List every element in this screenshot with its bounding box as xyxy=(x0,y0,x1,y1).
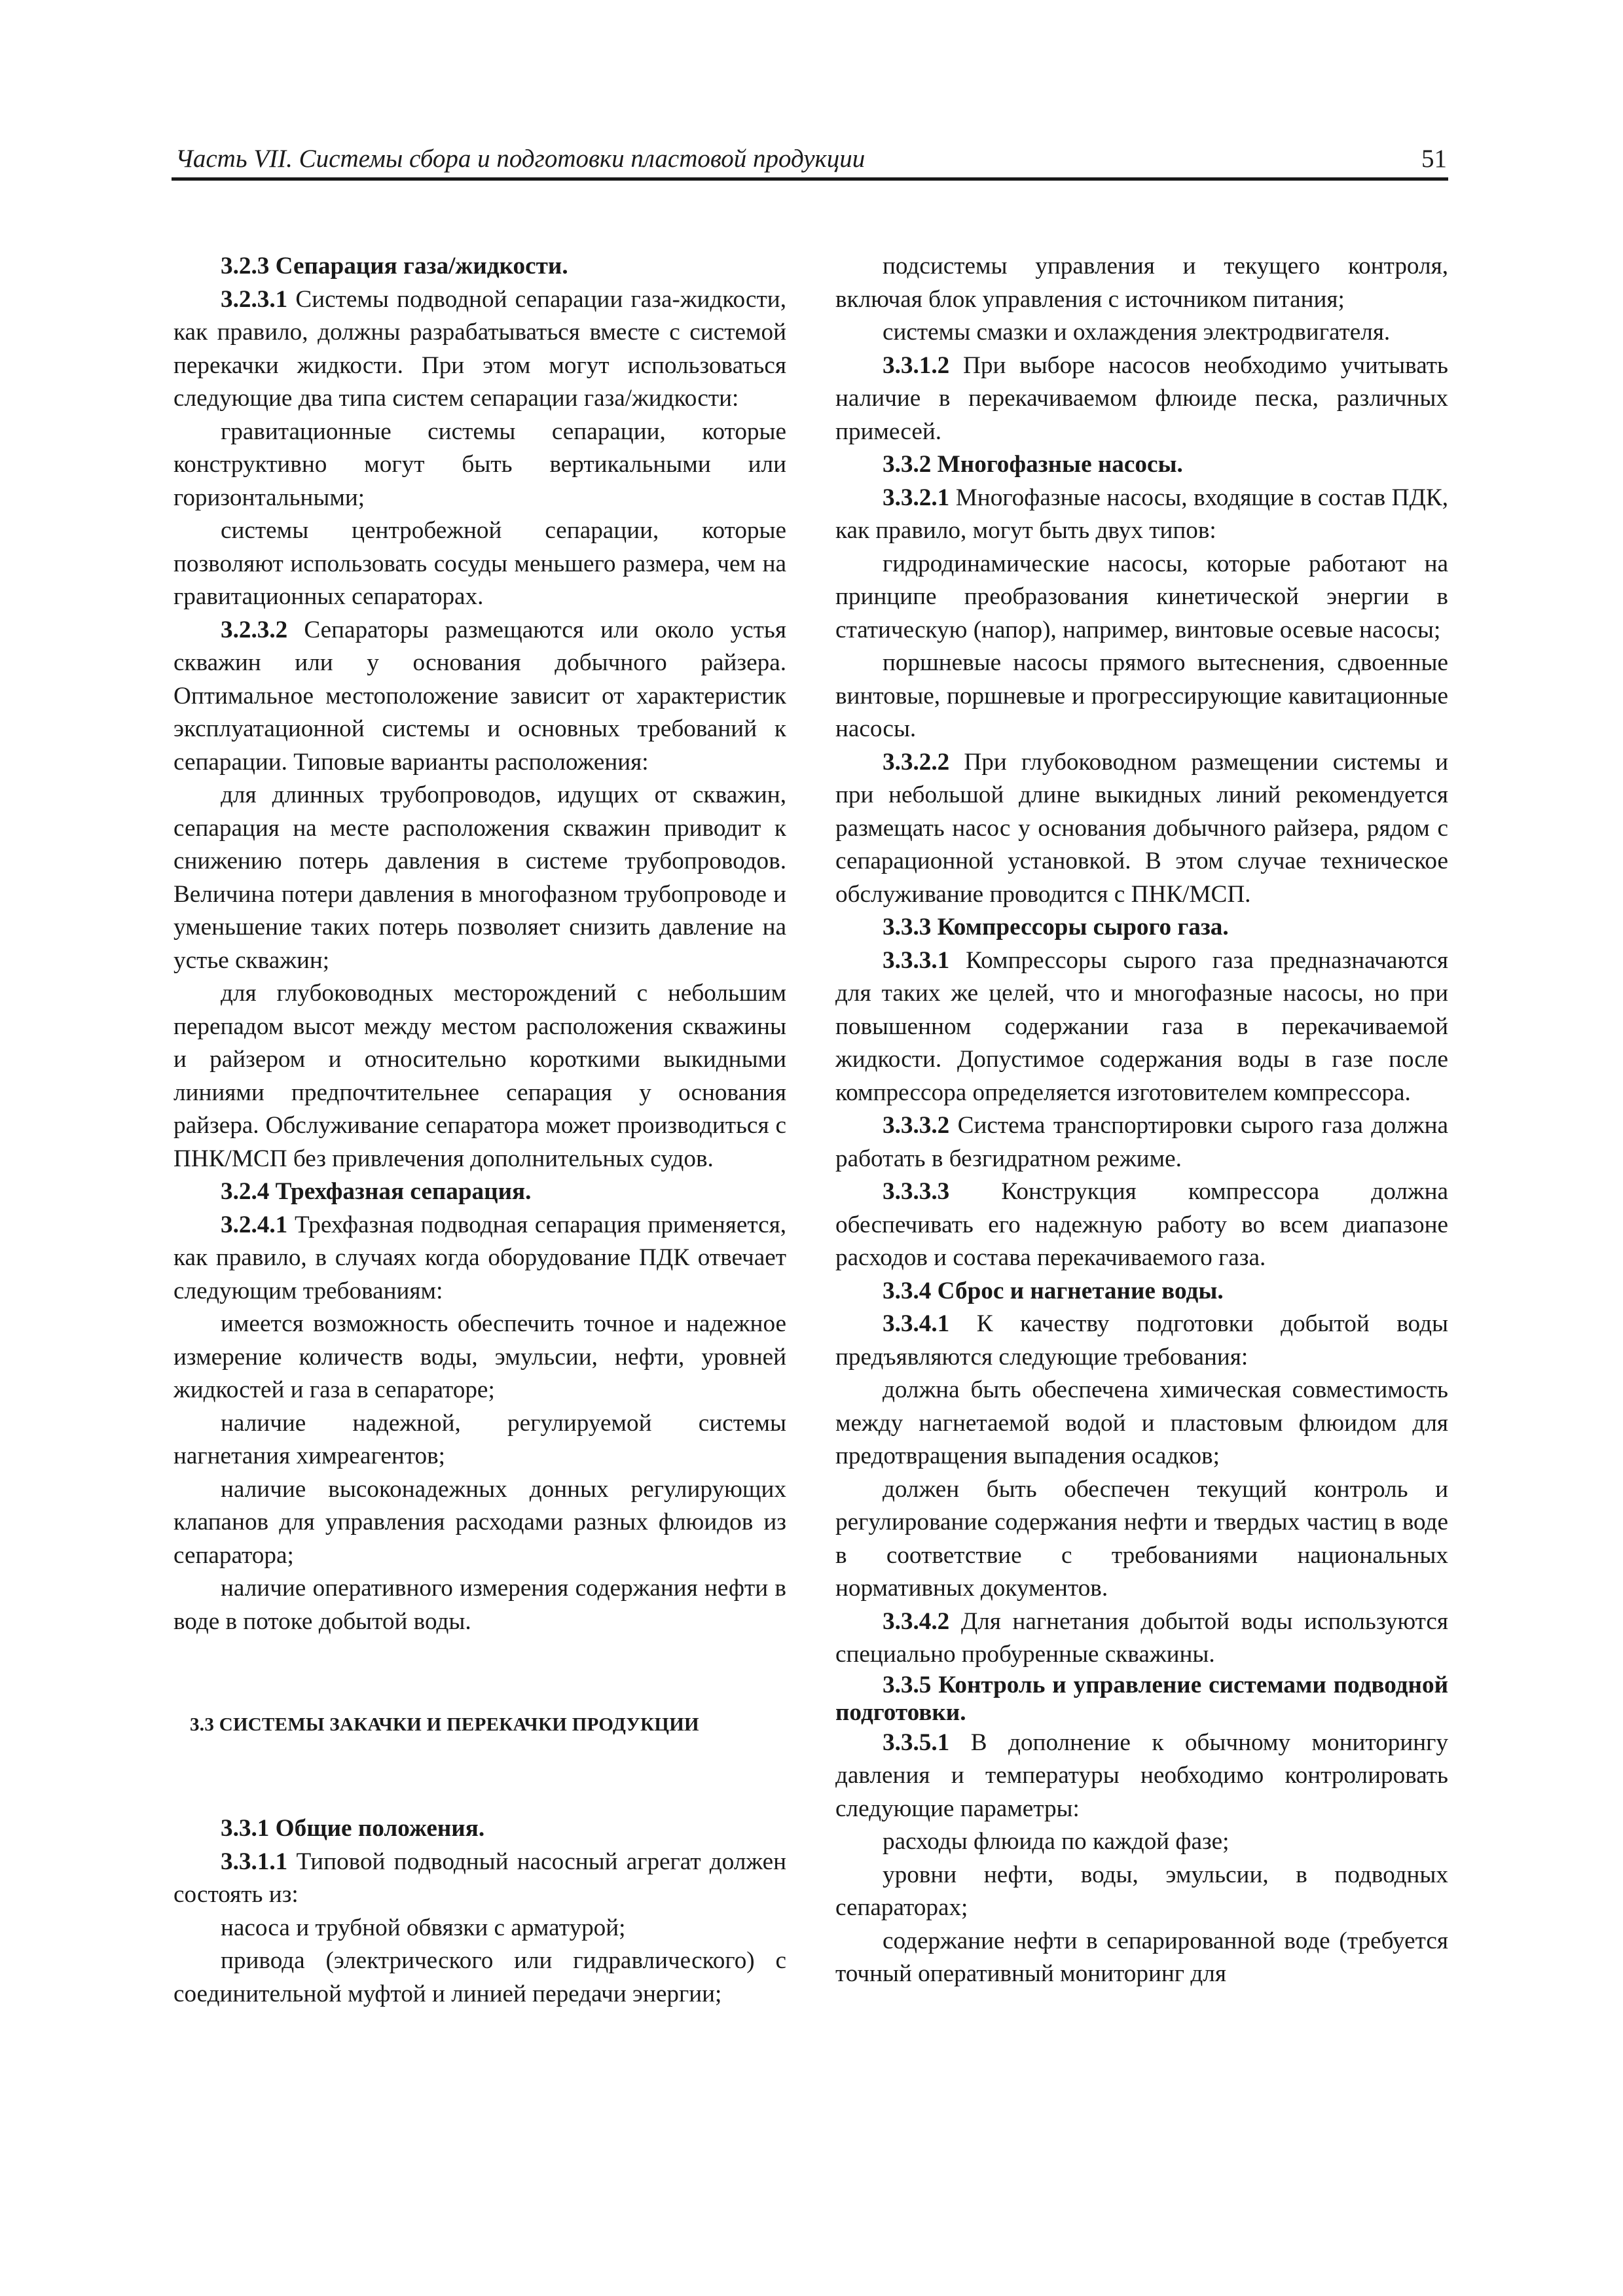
list-item-long-pipelines: для длинных трубопроводов, идущих от скважин, сепарация на месте расположения скважин приводит к снижению потерь давления в системе трубопроводов. Величина потери давления в многофазном трубопроводе и уменьшение таких потерь позволяет снизить давление на устье скважин; xyxy=(173,781,786,974)
paragraph-text: Для нагнетания добытой воды используются специально пробуренные скважины. xyxy=(835,1607,1448,1668)
list-item-drive: привода (электрического или гидравлического) с соединительной муфтой и линией передачи энергии; xyxy=(173,1947,786,2007)
clause-number: 3.3.5.1 xyxy=(883,1729,950,1756)
paragraph-text: Конструкция компрессора должна обеспечивать его надежную работу во всем диапазоне расходов и состава перекачиваемого газа. xyxy=(835,1178,1448,1271)
clause-number: 3.3.2.2 xyxy=(883,748,950,776)
header-rule xyxy=(172,177,1448,181)
clause-number: 3.3.4.2 xyxy=(883,1607,950,1635)
paragraph-3-3-1-2 xyxy=(835,350,1448,449)
heading-3-3-4: 3.3.4 Сброс и нагнетание воды. xyxy=(883,1277,1224,1304)
list-item-oil-content: содержание нефти в сепарированной воде (требуется точный оперативный мониторинг для xyxy=(835,1927,1448,1987)
list-item-valves: наличие высоконадежных донных регулирующих клапанов для управления расходами разных флюидов из сепаратора; xyxy=(173,1475,786,1569)
paragraph-3-3-2-1 xyxy=(835,482,1448,548)
list-item-lubrication: системы смазки и охлаждения электродвигателя. xyxy=(883,319,1391,346)
paragraph-3-3-5-1 xyxy=(835,1727,1448,1826)
heading-3-3-3: 3.3.3 Компрессоры сырого газа. xyxy=(883,914,1229,941)
clause-number: 3.3.1.2 xyxy=(883,351,950,379)
heading-3-2-4: 3.2.4 Трехфазная сепарация. xyxy=(221,1178,532,1205)
heading-3-3-1: 3.3.1 Общие положения. xyxy=(221,1815,485,1842)
clause-number: 3.3.4.1 xyxy=(883,1310,950,1337)
paragraph-text: Системы подводной сепарации газа-жидкости, как правило, должны разрабатываться вместе с системой перекачки жидкости. При этом могут использоваться следующие два типа систем сепарации газа/жидкости: xyxy=(173,285,786,412)
list-item-flows: расходы флюида по каждой фазе; xyxy=(883,1828,1230,1855)
paragraph-3-3-4-2 xyxy=(835,1605,1448,1672)
paragraph-text: Трехфазная подводная сепарация применяется, как правило, в случаях когда оборудование ПДК отвечает следующим требованиям: xyxy=(173,1211,786,1304)
paragraph-text: Система транспортировки сырого газа должна работать в безгидратном режиме. xyxy=(835,1112,1448,1172)
list-item-compatibility: должна быть обеспечена химическая совместимость между нагнетаемой водой и пластовым флюидом для предотвращения выпадения осадков; xyxy=(835,1376,1448,1469)
list-item-gravity: гравитационные системы сепарации, которые конструктивно могут быть вертикальными или горизонтальными; xyxy=(173,418,786,511)
running-title: Часть VII. Системы сбора и подготовки пластовой продукции xyxy=(175,145,866,173)
paragraph-3-3-3-2 xyxy=(835,1109,1448,1175)
list-item-chemicals: наличие надежной, регулируемой системы нагнетания химреагентов; xyxy=(173,1409,786,1469)
section-title-3-3: 3.3 СИСТЕМЫ ЗАКАЧКИ И ПЕРЕКАЧКИ ПРОДУКЦИИ xyxy=(190,1714,699,1735)
paragraph-3-2-4-1 xyxy=(173,1209,786,1308)
paragraph-text: Сепараторы размещаются или около устья скважин или у основания добычного райзера. Оптимальное местоположение зависит от характеристик эксплуатационной системы и основных требований к сепарации. Типовые варианты расположения: xyxy=(173,616,786,776)
paragraph-3-3-3-3 xyxy=(835,1175,1448,1275)
paragraph-text: При глубоководном размещении системы и при небольшой длине выкидных линий рекомендуется размещать насос у основания добычного райзера, рядом с сепарационной установкой. В этом случае техническое обслуживание проводится с ПНК/МСП. xyxy=(835,748,1448,908)
list-item-pump: насоса и трубной обвязки с арматурой; xyxy=(221,1914,626,1941)
clause-number: 3.2.3.1 xyxy=(221,285,288,313)
heading-3-2-3: 3.2.3 Сепарация газа/жидкости. xyxy=(221,253,568,279)
list-item-measurement: имеется возможность обеспечить точное и надежное измерение количеств воды, эмульсии, нефти, уровней жидкостей и газа в сепараторе; xyxy=(173,1310,786,1403)
paragraph-text: К качеству подготовки добытой воды предъявляются следующие требования: xyxy=(835,1310,1448,1371)
left-column xyxy=(173,250,786,2011)
clause-number: 3.3.3.2 xyxy=(883,1112,950,1139)
paragraph-3-3-4-1 xyxy=(835,1308,1448,1374)
clause-number: 3.3.3.1 xyxy=(883,946,950,974)
page-number: 51 xyxy=(1421,145,1447,173)
paragraph-text: При выборе насосов необходимо учитывать наличие в перекачиваемом флюиде песка, различных примесей. xyxy=(835,351,1448,445)
paragraph-3-2-3-2 xyxy=(173,614,786,780)
paragraph-text: Типовой подводный насосный агрегат должен состоять из: xyxy=(173,1848,786,1908)
list-item-deepwater: для глубоководных месторождений с небольшим перепадом высот между местом расположения скважины и райзером и относительно короткими выкидными линиями предпочтительнее сепарация у основания райзера. Обслуживание сепаратора может производиться с ПНК/МСП без привлечения дополнительных судов. xyxy=(173,980,786,1172)
clause-number: 3.2.3.2 xyxy=(221,616,288,643)
paragraph-text: Многофазные насосы, входящие в состав ПДК, как правило, могут быть двух типов: xyxy=(835,484,1448,544)
paragraph-3-3-1-1 xyxy=(173,1846,786,1912)
clause-number: 3.3.2.1 xyxy=(883,484,950,511)
paragraph-text: В дополнение к обычному мониторингу давления и температуры необходимо контролировать следующие параметры: xyxy=(835,1729,1448,1822)
list-item-monitoring: должен быть обеспечен текущий контроль и регулирование содержания нефти и твердых частиц в воде в соответствие с требованиями национальных нормативных документов. xyxy=(835,1475,1448,1602)
list-item-control: подсистемы управления и текущего контроля, включая блок управления с источником питания; xyxy=(835,253,1448,313)
clause-number: 3.3.3.3 xyxy=(883,1178,950,1205)
list-item-centrifugal: системы центробежной сепарации, которые позволяют использовать сосуды меньшего размера, чем на гравитационных сепараторах. xyxy=(173,517,786,610)
clause-number: 3.3.1.1 xyxy=(221,1848,288,1875)
right-column xyxy=(835,250,1448,1991)
list-item-hydrodynamic: гидродинамические насосы, которые работают на принципе преобразования кинетической энергии в статическую (напор), например, винтовые осевые насосы; xyxy=(835,550,1448,643)
list-item-oil-in-water: наличие оперативного измерения содержания нефти в воде в потоке добытой воды. xyxy=(173,1575,786,1635)
clause-number: 3.2.4.1 xyxy=(221,1211,288,1238)
paragraph-text: Компрессоры сырого газа предназначаются для таких же целей, что и многофазные насосы, но при повышенном содержании газа в перекачиваемой жидкости. Допустимое содержания воды в газе после компрессора определяется изготовителем компрессора. xyxy=(835,946,1448,1106)
list-item-levels: уровни нефти, воды, эмульсии, в подводных сепараторах; xyxy=(835,1861,1448,1921)
list-item-piston: поршневые насосы прямого вытеснения, сдвоенные винтовые, поршневые и прогрессирующие кавитационные насосы. xyxy=(835,649,1448,742)
paragraph-3-3-2-2 xyxy=(835,746,1448,912)
heading-3-3-5: 3.3.5 Контроль и управление системами подводной подготовки. xyxy=(835,1671,1448,1726)
paragraph-3-2-3-1 xyxy=(173,283,786,416)
heading-3-3-2: 3.3.2 Многофазные насосы. xyxy=(883,451,1183,478)
paragraph-3-3-3-1 xyxy=(835,944,1448,1110)
